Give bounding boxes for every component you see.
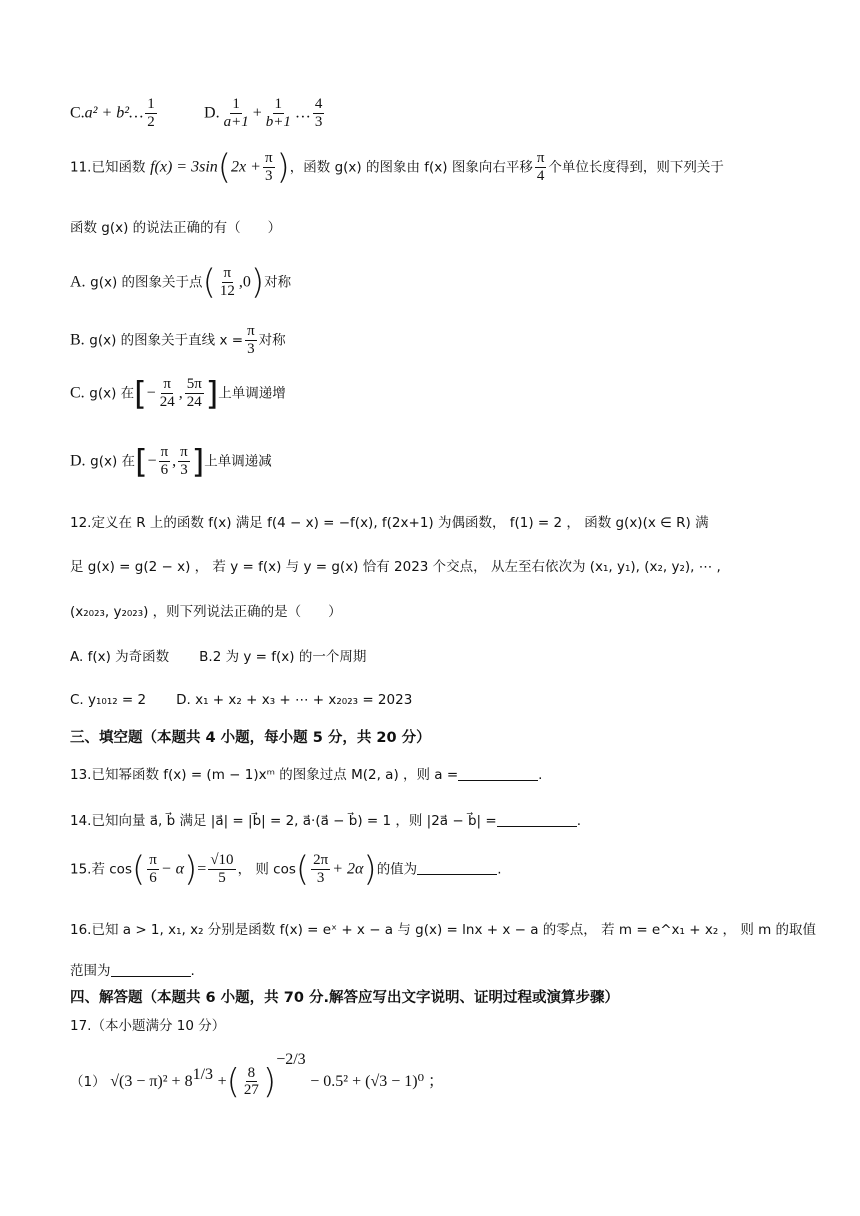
- q12-stem-line2: 足 g(x) = g(2 − x) ， 若 y = f(x) 与 y = g(x) 恰有 2023 个交点， 从左至右依次为 (x₁, y₁), (x₂, y₂), ⋯ ,: [70, 559, 721, 575]
- q12-option-a: A. f(x) 为奇函数: [70, 649, 170, 665]
- q11-option-b: B. g(x) 的图象关于直线 x = $\frac{\pi}{3}$ 对称: [70, 323, 286, 357]
- q14: 14.已知向量 a⃗, b⃗ 满足 |a⃗| = |b⃗| = 2, a⃗·(a⃗ − b⃗) = 1 ，则 |2a⃗ − b⃗| = .: [70, 813, 581, 829]
- q12-option-d: D. x₁ + x₂ + x₃ + ⋯ + x₂₀₂₃ = 2023: [176, 692, 413, 708]
- section-4-title: 四、解答题（本题共 6 小题，共 70 分.解答应写出文字说明、证明过程或演算步骤）: [70, 990, 619, 1006]
- q17-exponent-one-third: 1/3: [192, 1066, 214, 1083]
- q10-option-d-fraction-1: $\frac{1}{a+1}$: [223, 96, 249, 130]
- q12-option-c: C. y₁₀₁₂ = 2: [70, 692, 147, 708]
- q10-option-c-prefix: C.: [70, 104, 85, 122]
- q16-line2: 范围为 .: [70, 963, 195, 979]
- q17-part1: （1） $√(3 - \pi)^2 + 8^{1/3}$ +( $\frac{8}{27}$ )$^{-2/3}$ − 0.5² + (√3 − 1)⁰ ；: [70, 1051, 444, 1102]
- q11-option-a: A. g(x) 的图象关于点( $\frac{\pi}{12}$ ,0)对称: [70, 262, 292, 303]
- q11-option-d: D. g(x) 在[− $\frac{\pi}{6}$ , $\frac{\pi}{3}$ ]上单调递减: [70, 442, 272, 481]
- q11-stem-line1: 11.已知函数 f(x) = 3sin(2x + $\frac{\pi}{3}$ )，函数 g(x) 的图象由 f(x) 图象向右平移 $\frac{\pi}{4}$ 个单位长度得到，则下列关于: [70, 147, 724, 188]
- q17-header: 17.（本小题满分 10 分）: [70, 1018, 226, 1034]
- q14-answer-blank[interactable]: [497, 812, 577, 827]
- q10-option-d-prefix: D.: [204, 104, 220, 122]
- q15: 15.若 cos( $\frac{\pi}{6}$ − α)= $\frac{√10}{5}$ ， 则 cos( $\frac{2\pi}{3}$ + 2α)的值为 .: [70, 849, 502, 890]
- section-3-title: 三、填空题（本题共 4 小题，每小题 5 分，共 20 分）: [70, 730, 431, 746]
- q10-option-d-fraction-2: $\frac{1}{b+1}$: [265, 96, 291, 130]
- q11-option-c: C. g(x) 在[− $\frac{\pi}{24}$ , $\frac{5\pi}{24}$ ]上单调递增: [70, 374, 286, 413]
- q16-answer-blank[interactable]: [111, 962, 191, 977]
- q12-options-ab: [70, 649, 366, 665]
- q15-answer-blank[interactable]: [417, 860, 497, 875]
- q16-line1: 16.已知 a > 1, x₁, x₂ 分别是函数 f(x) = eˣ + x − a 与 g(x) = lnx + x − a 的零点， 若 m = e^x₁ + x₂ ， 则 m 的取值: [70, 922, 817, 938]
- q13-answer-blank[interactable]: [458, 766, 538, 781]
- q10-option-d-fraction-3: $\frac{4}{3}$: [314, 96, 323, 130]
- q10-option-c-fraction: $\frac{1}{2}$: [147, 96, 155, 130]
- q10-options-cd: C.a² + b²… $\frac{1}{2}$ D. $\frac{1}{a+1}$ + $\frac{1}{b+1}$ … $\frac{4}{3}$: [70, 96, 323, 130]
- q12-stem-line3: (x₂₀₂₃, y₂₀₂₃) ，则下列说法正确的是（ ）: [70, 604, 342, 620]
- q13: 13.已知幂函数 f(x) = (m − 1)xᵐ 的图象过点 M(2, a) ，则 a = .: [70, 767, 543, 783]
- q12-stem-line1: 12.定义在 R 上的函数 f(x) 满足 f(4 − x) = −f(x), f(2x+1) 为偶函数， f(1) = 2 ， 函数 g(x)(x ∈ R) 满: [70, 515, 709, 531]
- q12-option-b: B.2 为 y = f(x) 的一个周期: [199, 649, 367, 665]
- q17-exponent-neg-two-thirds: −2/3: [276, 1051, 306, 1068]
- q11-stem-line2: 函数 g(x) 的说法正确的有（ ）: [70, 220, 282, 236]
- q12-options-cd: [70, 692, 412, 708]
- q10-option-c-expr: a² + b²…: [84, 104, 144, 122]
